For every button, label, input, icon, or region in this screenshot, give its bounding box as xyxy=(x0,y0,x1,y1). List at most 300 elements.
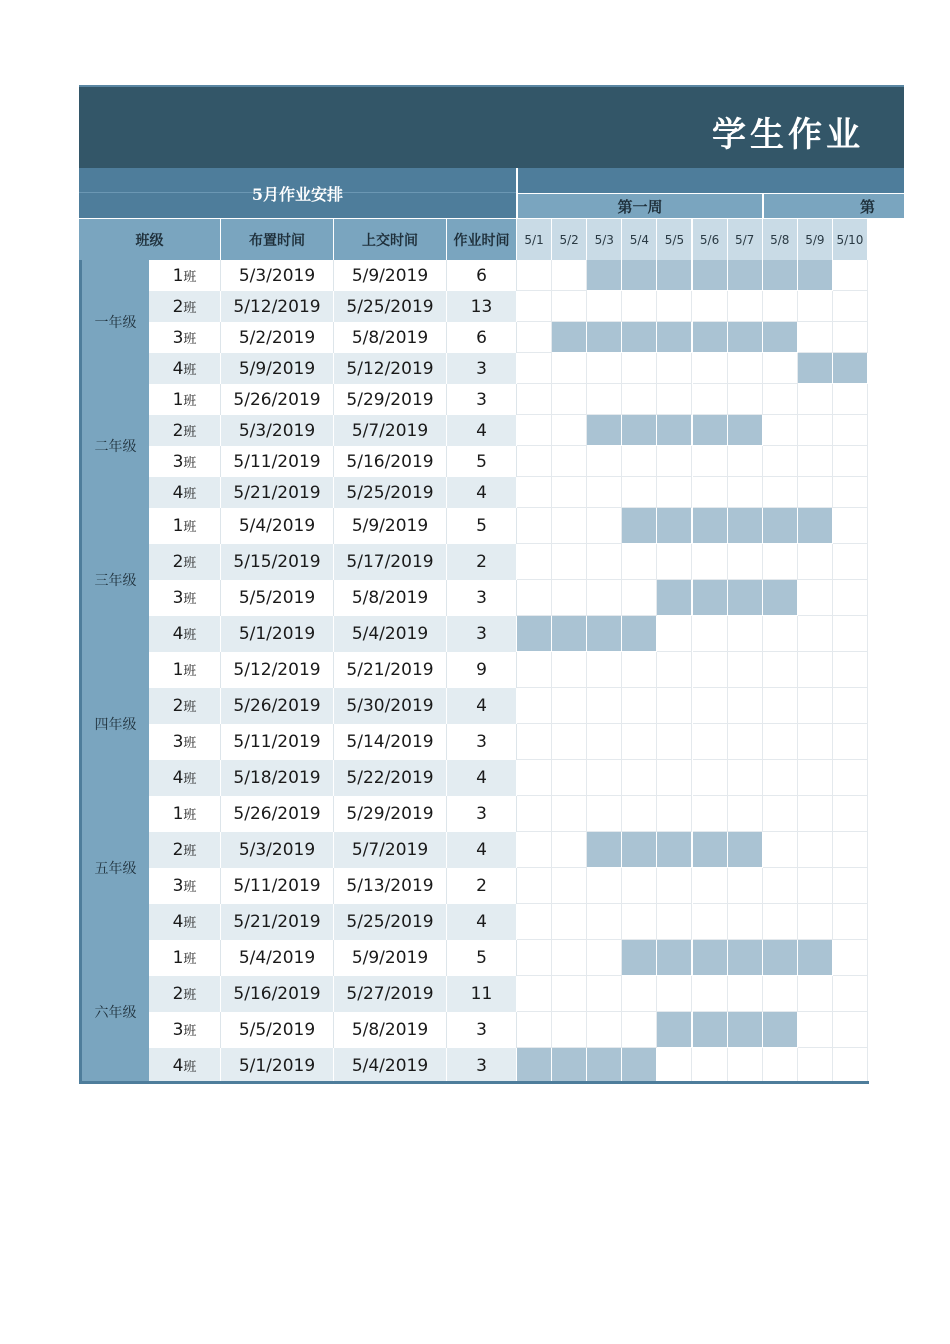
assign-date-cell[interactable]: 5/1/2019 xyxy=(221,1048,334,1084)
gantt-bar-cell[interactable] xyxy=(622,616,657,652)
assign-date-cell[interactable]: 5/21/2019 xyxy=(221,904,334,940)
duration-cell[interactable]: 13 xyxy=(447,291,517,322)
due-date-cell[interactable]: 5/29/2019 xyxy=(334,796,447,832)
gantt-bar-cell[interactable] xyxy=(552,1048,587,1084)
header-assign[interactable] xyxy=(221,219,334,260)
gantt-empty-cell[interactable] xyxy=(798,384,833,415)
assign-date-cell[interactable]: 5/26/2019 xyxy=(221,796,334,832)
class-cell[interactable]: 1班 xyxy=(149,940,221,976)
day-header-6[interactable]: 5/6 xyxy=(693,219,728,260)
week-1-header[interactable] xyxy=(518,194,763,218)
assign-date-cell[interactable]: 5/12/2019 xyxy=(221,652,334,688)
week-2-header[interactable] xyxy=(764,194,904,218)
gantt-empty-cell[interactable] xyxy=(833,652,868,688)
gantt-empty-cell[interactable] xyxy=(552,477,587,508)
gantt-empty-cell[interactable] xyxy=(657,1048,692,1084)
assign-date-cell[interactable]: 5/4/2019 xyxy=(221,508,334,544)
gantt-empty-cell[interactable] xyxy=(552,760,587,796)
gantt-empty-cell[interactable] xyxy=(763,616,798,652)
section-title-cell[interactable] xyxy=(79,168,516,218)
gantt-empty-cell[interactable] xyxy=(833,415,868,446)
gantt-empty-cell[interactable] xyxy=(728,652,763,688)
gantt-empty-cell[interactable] xyxy=(763,760,798,796)
gantt-empty-cell[interactable] xyxy=(798,446,833,477)
gantt-bar-cell[interactable] xyxy=(587,322,622,353)
gantt-empty-cell[interactable] xyxy=(798,832,833,868)
gantt-empty-cell[interactable] xyxy=(587,652,622,688)
assign-date-cell[interactable]: 5/1/2019 xyxy=(221,616,334,652)
gantt-empty-cell[interactable] xyxy=(693,868,728,904)
gantt-bar-cell[interactable] xyxy=(693,415,728,446)
gantt-empty-cell[interactable] xyxy=(552,724,587,760)
gantt-bar-cell[interactable] xyxy=(622,322,657,353)
assign-date-cell[interactable]: 5/2/2019 xyxy=(221,322,334,353)
assign-date-cell[interactable]: 5/3/2019 xyxy=(221,260,334,291)
gantt-bar-cell[interactable] xyxy=(693,832,728,868)
gantt-bar-cell[interactable] xyxy=(622,260,657,291)
gantt-empty-cell[interactable] xyxy=(622,291,657,322)
gantt-empty-cell[interactable] xyxy=(833,940,868,976)
gantt-empty-cell[interactable] xyxy=(622,477,657,508)
header-grade[interactable] xyxy=(79,219,221,260)
gantt-empty-cell[interactable] xyxy=(693,353,728,384)
gantt-empty-cell[interactable] xyxy=(833,616,868,652)
gantt-empty-cell[interactable] xyxy=(517,446,552,477)
gantt-empty-cell[interactable] xyxy=(763,477,798,508)
gantt-empty-cell[interactable] xyxy=(763,1048,798,1084)
gantt-empty-cell[interactable] xyxy=(763,544,798,580)
gantt-bar-cell[interactable] xyxy=(622,940,657,976)
gantt-empty-cell[interactable] xyxy=(517,832,552,868)
due-date-cell[interactable]: 5/8/2019 xyxy=(334,1012,447,1048)
duration-cell[interactable]: 6 xyxy=(447,322,517,353)
assign-date-cell[interactable]: 5/18/2019 xyxy=(221,760,334,796)
due-date-cell[interactable]: 5/4/2019 xyxy=(334,616,447,652)
duration-cell[interactable]: 3 xyxy=(447,384,517,415)
gantt-empty-cell[interactable] xyxy=(587,544,622,580)
due-date-cell[interactable]: 5/7/2019 xyxy=(334,415,447,446)
class-cell[interactable]: 1班 xyxy=(149,384,221,415)
gantt-empty-cell[interactable] xyxy=(587,291,622,322)
gantt-empty-cell[interactable] xyxy=(728,616,763,652)
gantt-empty-cell[interactable] xyxy=(728,868,763,904)
duration-cell[interactable]: 5 xyxy=(447,446,517,477)
assign-date-cell[interactable]: 5/4/2019 xyxy=(221,940,334,976)
class-cell[interactable]: 4班 xyxy=(149,1048,221,1084)
gantt-empty-cell[interactable] xyxy=(587,868,622,904)
gantt-empty-cell[interactable] xyxy=(587,796,622,832)
due-date-cell[interactable]: 5/12/2019 xyxy=(334,353,447,384)
gantt-empty-cell[interactable] xyxy=(517,940,552,976)
gantt-bar-cell[interactable] xyxy=(833,353,868,384)
gantt-empty-cell[interactable] xyxy=(728,384,763,415)
gantt-empty-cell[interactable] xyxy=(657,688,692,724)
due-date-cell[interactable]: 5/25/2019 xyxy=(334,291,447,322)
gantt-bar-cell[interactable] xyxy=(587,415,622,446)
gantt-bar-cell[interactable] xyxy=(587,1048,622,1084)
gantt-empty-cell[interactable] xyxy=(763,796,798,832)
gantt-empty-cell[interactable] xyxy=(657,353,692,384)
header-duration[interactable] xyxy=(447,219,517,260)
gantt-bar-cell[interactable] xyxy=(763,580,798,616)
gantt-empty-cell[interactable] xyxy=(693,477,728,508)
gantt-bar-cell[interactable] xyxy=(657,832,692,868)
gantt-empty-cell[interactable] xyxy=(622,760,657,796)
gantt-empty-cell[interactable] xyxy=(798,976,833,1012)
class-cell[interactable]: 4班 xyxy=(149,353,221,384)
gantt-empty-cell[interactable] xyxy=(657,796,692,832)
class-cell[interactable]: 4班 xyxy=(149,477,221,508)
gantt-bar-cell[interactable] xyxy=(728,508,763,544)
gantt-bar-cell[interactable] xyxy=(693,580,728,616)
gantt-empty-cell[interactable] xyxy=(587,976,622,1012)
duration-cell[interactable]: 4 xyxy=(447,760,517,796)
gantt-empty-cell[interactable] xyxy=(552,1012,587,1048)
gantt-empty-cell[interactable] xyxy=(693,446,728,477)
gantt-bar-cell[interactable] xyxy=(657,260,692,291)
gantt-empty-cell[interactable] xyxy=(693,616,728,652)
gantt-empty-cell[interactable] xyxy=(587,477,622,508)
gantt-empty-cell[interactable] xyxy=(798,724,833,760)
gantt-empty-cell[interactable] xyxy=(728,904,763,940)
gantt-empty-cell[interactable] xyxy=(517,580,552,616)
gantt-empty-cell[interactable] xyxy=(693,688,728,724)
gantt-empty-cell[interactable] xyxy=(693,976,728,1012)
class-cell[interactable]: 2班 xyxy=(149,291,221,322)
gantt-empty-cell[interactable] xyxy=(622,353,657,384)
day-header-3[interactable]: 5/3 xyxy=(587,219,622,260)
gantt-empty-cell[interactable] xyxy=(552,652,587,688)
duration-cell[interactable]: 6 xyxy=(447,260,517,291)
gantt-empty-cell[interactable] xyxy=(833,976,868,1012)
assign-date-cell[interactable]: 5/5/2019 xyxy=(221,1012,334,1048)
gantt-bar-cell[interactable] xyxy=(728,1012,763,1048)
gantt-empty-cell[interactable] xyxy=(552,976,587,1012)
assign-date-cell[interactable]: 5/15/2019 xyxy=(221,544,334,580)
gantt-empty-cell[interactable] xyxy=(657,616,692,652)
duration-cell[interactable]: 4 xyxy=(447,832,517,868)
class-cell[interactable]: 3班 xyxy=(149,724,221,760)
gantt-empty-cell[interactable] xyxy=(763,904,798,940)
gantt-empty-cell[interactable] xyxy=(833,544,868,580)
gantt-empty-cell[interactable] xyxy=(552,384,587,415)
gantt-empty-cell[interactable] xyxy=(587,1012,622,1048)
assign-date-cell[interactable]: 5/16/2019 xyxy=(221,976,334,1012)
gantt-empty-cell[interactable] xyxy=(833,688,868,724)
gantt-empty-cell[interactable] xyxy=(552,291,587,322)
gantt-empty-cell[interactable] xyxy=(728,976,763,1012)
assign-date-cell[interactable]: 5/3/2019 xyxy=(221,832,334,868)
gantt-empty-cell[interactable] xyxy=(552,940,587,976)
gantt-empty-cell[interactable] xyxy=(833,446,868,477)
gantt-empty-cell[interactable] xyxy=(517,652,552,688)
class-cell[interactable]: 1班 xyxy=(149,652,221,688)
due-date-cell[interactable]: 5/22/2019 xyxy=(334,760,447,796)
gantt-empty-cell[interactable] xyxy=(833,904,868,940)
gantt-empty-cell[interactable] xyxy=(517,322,552,353)
duration-cell[interactable]: 5 xyxy=(447,940,517,976)
gantt-empty-cell[interactable] xyxy=(798,322,833,353)
gantt-empty-cell[interactable] xyxy=(622,580,657,616)
gantt-empty-cell[interactable] xyxy=(798,616,833,652)
duration-cell[interactable]: 11 xyxy=(447,976,517,1012)
due-date-cell[interactable]: 5/9/2019 xyxy=(334,940,447,976)
gantt-empty-cell[interactable] xyxy=(622,688,657,724)
gantt-empty-cell[interactable] xyxy=(517,291,552,322)
gantt-bar-cell[interactable] xyxy=(728,260,763,291)
gantt-empty-cell[interactable] xyxy=(657,384,692,415)
gantt-empty-cell[interactable] xyxy=(552,508,587,544)
duration-cell[interactable]: 2 xyxy=(447,868,517,904)
gantt-empty-cell[interactable] xyxy=(517,760,552,796)
gantt-empty-cell[interactable] xyxy=(657,291,692,322)
day-header-7[interactable]: 5/7 xyxy=(728,219,763,260)
gantt-empty-cell[interactable] xyxy=(763,415,798,446)
due-date-cell[interactable]: 5/29/2019 xyxy=(334,384,447,415)
gantt-empty-cell[interactable] xyxy=(587,384,622,415)
gantt-empty-cell[interactable] xyxy=(693,760,728,796)
day-header-1[interactable]: 5/1 xyxy=(517,219,552,260)
gantt-empty-cell[interactable] xyxy=(587,724,622,760)
gantt-empty-cell[interactable] xyxy=(833,291,868,322)
gantt-empty-cell[interactable] xyxy=(763,652,798,688)
gantt-bar-cell[interactable] xyxy=(622,415,657,446)
gantt-empty-cell[interactable] xyxy=(798,1012,833,1048)
gantt-bar-cell[interactable] xyxy=(587,616,622,652)
gantt-empty-cell[interactable] xyxy=(763,868,798,904)
assign-date-cell[interactable]: 5/12/2019 xyxy=(221,291,334,322)
class-cell[interactable]: 3班 xyxy=(149,1012,221,1048)
gantt-empty-cell[interactable] xyxy=(693,724,728,760)
gantt-empty-cell[interactable] xyxy=(517,688,552,724)
gantt-empty-cell[interactable] xyxy=(657,976,692,1012)
gantt-empty-cell[interactable] xyxy=(693,1048,728,1084)
gantt-bar-cell[interactable] xyxy=(587,260,622,291)
class-cell[interactable]: 3班 xyxy=(149,580,221,616)
due-date-cell[interactable]: 5/14/2019 xyxy=(334,724,447,760)
gantt-bar-cell[interactable] xyxy=(798,260,833,291)
gantt-bar-cell[interactable] xyxy=(693,260,728,291)
duration-cell[interactable]: 3 xyxy=(447,796,517,832)
gantt-empty-cell[interactable] xyxy=(833,724,868,760)
gantt-empty-cell[interactable] xyxy=(833,1012,868,1048)
gantt-empty-cell[interactable] xyxy=(517,508,552,544)
gantt-empty-cell[interactable] xyxy=(552,904,587,940)
gantt-empty-cell[interactable] xyxy=(552,446,587,477)
gantt-bar-cell[interactable] xyxy=(657,940,692,976)
gantt-bar-cell[interactable] xyxy=(552,616,587,652)
gantt-empty-cell[interactable] xyxy=(798,291,833,322)
gantt-empty-cell[interactable] xyxy=(517,544,552,580)
duration-cell[interactable]: 5 xyxy=(447,508,517,544)
gantt-empty-cell[interactable] xyxy=(587,353,622,384)
due-date-cell[interactable]: 5/9/2019 xyxy=(334,508,447,544)
due-date-cell[interactable]: 5/25/2019 xyxy=(334,904,447,940)
gantt-bar-cell[interactable] xyxy=(728,832,763,868)
day-header-5[interactable]: 5/5 xyxy=(657,219,692,260)
gantt-empty-cell[interactable] xyxy=(798,688,833,724)
gantt-empty-cell[interactable] xyxy=(763,976,798,1012)
gantt-bar-cell[interactable] xyxy=(798,353,833,384)
gantt-empty-cell[interactable] xyxy=(763,384,798,415)
due-date-cell[interactable]: 5/17/2019 xyxy=(334,544,447,580)
gantt-empty-cell[interactable] xyxy=(552,580,587,616)
gantt-bar-cell[interactable] xyxy=(763,322,798,353)
gantt-bar-cell[interactable] xyxy=(693,1012,728,1048)
gantt-empty-cell[interactable] xyxy=(517,415,552,446)
gantt-bar-cell[interactable] xyxy=(693,508,728,544)
class-cell[interactable]: 2班 xyxy=(149,832,221,868)
gantt-empty-cell[interactable] xyxy=(798,904,833,940)
assign-date-cell[interactable]: 5/26/2019 xyxy=(221,384,334,415)
gantt-bar-cell[interactable] xyxy=(763,508,798,544)
gantt-empty-cell[interactable] xyxy=(622,976,657,1012)
gantt-bar-cell[interactable] xyxy=(622,1048,657,1084)
gantt-empty-cell[interactable] xyxy=(657,868,692,904)
gantt-empty-cell[interactable] xyxy=(693,652,728,688)
gantt-bar-cell[interactable] xyxy=(657,415,692,446)
gantt-empty-cell[interactable] xyxy=(517,904,552,940)
gantt-empty-cell[interactable] xyxy=(622,796,657,832)
gantt-empty-cell[interactable] xyxy=(728,688,763,724)
gantt-empty-cell[interactable] xyxy=(763,724,798,760)
duration-cell[interactable]: 4 xyxy=(447,688,517,724)
gantt-empty-cell[interactable] xyxy=(798,760,833,796)
class-cell[interactable]: 2班 xyxy=(149,544,221,580)
assign-date-cell[interactable]: 5/11/2019 xyxy=(221,868,334,904)
gantt-empty-cell[interactable] xyxy=(728,760,763,796)
gantt-empty-cell[interactable] xyxy=(517,353,552,384)
gantt-empty-cell[interactable] xyxy=(833,1048,868,1084)
assign-date-cell[interactable]: 5/5/2019 xyxy=(221,580,334,616)
gantt-empty-cell[interactable] xyxy=(552,796,587,832)
gantt-empty-cell[interactable] xyxy=(833,384,868,415)
day-header-8[interactable]: 5/8 xyxy=(763,219,798,260)
gantt-empty-cell[interactable] xyxy=(622,544,657,580)
duration-cell[interactable]: 4 xyxy=(447,415,517,446)
due-date-cell[interactable]: 5/16/2019 xyxy=(334,446,447,477)
gantt-empty-cell[interactable] xyxy=(517,384,552,415)
gantt-empty-cell[interactable] xyxy=(552,260,587,291)
gantt-empty-cell[interactable] xyxy=(833,322,868,353)
duration-cell[interactable]: 2 xyxy=(447,544,517,580)
gantt-bar-cell[interactable] xyxy=(587,832,622,868)
gantt-empty-cell[interactable] xyxy=(587,508,622,544)
gantt-empty-cell[interactable] xyxy=(517,868,552,904)
gantt-empty-cell[interactable] xyxy=(833,832,868,868)
gantt-empty-cell[interactable] xyxy=(763,688,798,724)
gantt-empty-cell[interactable] xyxy=(798,580,833,616)
gantt-bar-cell[interactable] xyxy=(798,508,833,544)
gantt-bar-cell[interactable] xyxy=(552,322,587,353)
duration-cell[interactable]: 9 xyxy=(447,652,517,688)
gantt-empty-cell[interactable] xyxy=(552,832,587,868)
gantt-empty-cell[interactable] xyxy=(693,291,728,322)
gantt-empty-cell[interactable] xyxy=(552,353,587,384)
gantt-bar-cell[interactable] xyxy=(763,940,798,976)
class-cell[interactable]: 2班 xyxy=(149,976,221,1012)
gantt-empty-cell[interactable] xyxy=(622,724,657,760)
header-due[interactable] xyxy=(334,219,447,260)
gantt-empty-cell[interactable] xyxy=(798,415,833,446)
gantt-empty-cell[interactable] xyxy=(622,384,657,415)
gantt-empty-cell[interactable] xyxy=(693,384,728,415)
gantt-empty-cell[interactable] xyxy=(693,544,728,580)
class-cell[interactable]: 4班 xyxy=(149,616,221,652)
due-date-cell[interactable]: 5/9/2019 xyxy=(334,260,447,291)
due-date-cell[interactable]: 5/25/2019 xyxy=(334,477,447,508)
gantt-empty-cell[interactable] xyxy=(517,976,552,1012)
gantt-bar-cell[interactable] xyxy=(728,580,763,616)
duration-cell[interactable]: 3 xyxy=(447,353,517,384)
gantt-empty-cell[interactable] xyxy=(833,796,868,832)
gantt-bar-cell[interactable] xyxy=(657,580,692,616)
day-header-4[interactable]: 5/4 xyxy=(622,219,657,260)
gantt-empty-cell[interactable] xyxy=(622,446,657,477)
due-date-cell[interactable]: 5/21/2019 xyxy=(334,652,447,688)
due-date-cell[interactable]: 5/4/2019 xyxy=(334,1048,447,1084)
gantt-empty-cell[interactable] xyxy=(693,904,728,940)
gantt-empty-cell[interactable] xyxy=(622,652,657,688)
gantt-empty-cell[interactable] xyxy=(657,446,692,477)
gantt-empty-cell[interactable] xyxy=(728,1048,763,1084)
gantt-empty-cell[interactable] xyxy=(728,291,763,322)
gantt-empty-cell[interactable] xyxy=(728,544,763,580)
gantt-empty-cell[interactable] xyxy=(622,904,657,940)
assign-date-cell[interactable]: 5/11/2019 xyxy=(221,724,334,760)
gantt-bar-cell[interactable] xyxy=(657,322,692,353)
gantt-bar-cell[interactable] xyxy=(728,940,763,976)
gantt-empty-cell[interactable] xyxy=(552,544,587,580)
gantt-bar-cell[interactable] xyxy=(728,322,763,353)
assign-date-cell[interactable]: 5/21/2019 xyxy=(221,477,334,508)
due-date-cell[interactable]: 5/13/2019 xyxy=(334,868,447,904)
assign-date-cell[interactable]: 5/11/2019 xyxy=(221,446,334,477)
gantt-empty-cell[interactable] xyxy=(552,415,587,446)
class-cell[interactable]: 1班 xyxy=(149,260,221,291)
gantt-empty-cell[interactable] xyxy=(517,260,552,291)
gantt-empty-cell[interactable] xyxy=(657,652,692,688)
gantt-empty-cell[interactable] xyxy=(833,508,868,544)
gantt-empty-cell[interactable] xyxy=(552,868,587,904)
gantt-empty-cell[interactable] xyxy=(763,353,798,384)
duration-cell[interactable]: 4 xyxy=(447,904,517,940)
gantt-empty-cell[interactable] xyxy=(833,580,868,616)
gantt-empty-cell[interactable] xyxy=(657,544,692,580)
gantt-empty-cell[interactable] xyxy=(728,724,763,760)
gantt-empty-cell[interactable] xyxy=(517,796,552,832)
class-cell[interactable]: 1班 xyxy=(149,508,221,544)
gantt-bar-cell[interactable] xyxy=(763,260,798,291)
class-cell[interactable]: 2班 xyxy=(149,688,221,724)
class-cell[interactable]: 3班 xyxy=(149,446,221,477)
gantt-empty-cell[interactable] xyxy=(763,291,798,322)
gantt-empty-cell[interactable] xyxy=(728,796,763,832)
gantt-empty-cell[interactable] xyxy=(833,477,868,508)
gantt-empty-cell[interactable] xyxy=(587,904,622,940)
gantt-empty-cell[interactable] xyxy=(798,477,833,508)
gantt-empty-cell[interactable] xyxy=(587,760,622,796)
gantt-bar-cell[interactable] xyxy=(763,1012,798,1048)
day-header-10[interactable]: 5/10 xyxy=(833,219,868,260)
gantt-bar-cell[interactable] xyxy=(517,1048,552,1084)
gantt-bar-cell[interactable] xyxy=(693,940,728,976)
gantt-empty-cell[interactable] xyxy=(587,688,622,724)
gantt-empty-cell[interactable] xyxy=(622,868,657,904)
class-cell[interactable]: 4班 xyxy=(149,760,221,796)
gantt-empty-cell[interactable] xyxy=(728,353,763,384)
gantt-bar-cell[interactable] xyxy=(728,415,763,446)
